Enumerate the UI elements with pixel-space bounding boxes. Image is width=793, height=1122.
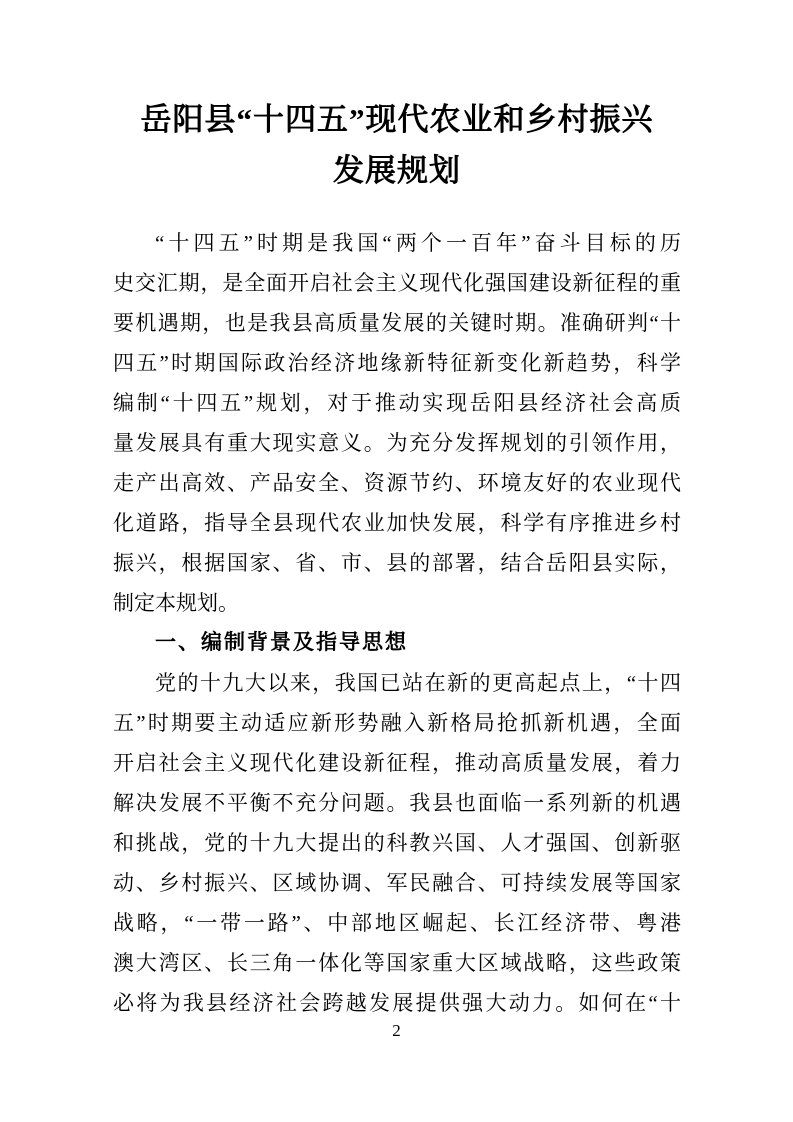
paragraph-line: 五”时期要主动适应新形势融入新格局抢抓新机遇，全面 — [113, 711, 681, 735]
paragraph-intro — [113, 223, 681, 623]
section-heading-1: 一、编制背景及指导思想 — [155, 631, 408, 654]
document-content — [113, 0, 681, 1023]
paragraph-background — [113, 663, 681, 1023]
paragraph-line: 必将为我县经济社会跨越发展提供强大动力。如何在“十 — [113, 991, 681, 1015]
paragraph-line: 解决发展不平衡不充分问题。我县也面临一系列新的机遇 — [113, 791, 681, 815]
paragraph-line: 量发展具有重大现实意义。为充分发挥规划的引领作用， — [113, 431, 681, 455]
document-title — [113, 94, 681, 196]
paragraph-line: 和挑战，党的十九大提出的科教兴国、人才强国、创新驱 — [113, 831, 681, 855]
paragraph-line: 走产出高效、产品安全、资源节约、环境友好的农业现代 — [113, 471, 681, 495]
paragraph-line: 制定本规划。 — [113, 591, 239, 615]
paragraph-line: 振兴，根据国家、省、市、县的部署，结合岳阳县实际， — [113, 551, 681, 575]
paragraph-line: 战略，“一带一路”、中部地区崛起、长江经济带、粤港 — [113, 911, 681, 935]
paragraph-line: 编制“十四五”规划，对于推动实现岳阳县经济社会高质 — [113, 391, 681, 415]
paragraph-line: 党的十九大以来，我国已站在新的更高起点上，“十四 — [155, 671, 681, 695]
paragraph-line: 澳大湾区、长三角一体化等国家重大区域战略，这些政策 — [113, 951, 681, 975]
page-number: 2 — [392, 1021, 401, 1040]
paragraph-line: “十四五”时期是我国“两个一百年”奋斗目标的历 — [155, 231, 681, 255]
paragraph-line: 开启社会主义现代化建设新征程，推动高质量发展，着力 — [113, 751, 681, 775]
paragraph-line: 史交汇期，是全面开启社会主义现代化强国建设新征程的重 — [113, 271, 681, 295]
paragraph-line: 要机遇期，也是我县高质量发展的关键时期。准确研判“十 — [113, 311, 681, 335]
paragraph-line: 四五”时期国际政治经济地缘新特征新变化新趋势，科学 — [113, 351, 681, 375]
document-title-line-2: 发展规划 — [333, 153, 461, 188]
paragraph-line: 动、乡村振兴、区域协调、军民融合、可持续发展等国家 — [113, 871, 681, 895]
paragraph-line: 化道路，指导全县现代农业加快发展，科学有序推进乡村 — [113, 511, 681, 535]
document-title-line-1: 岳阳县“十四五”现代农业和乡村振兴 — [140, 102, 654, 137]
